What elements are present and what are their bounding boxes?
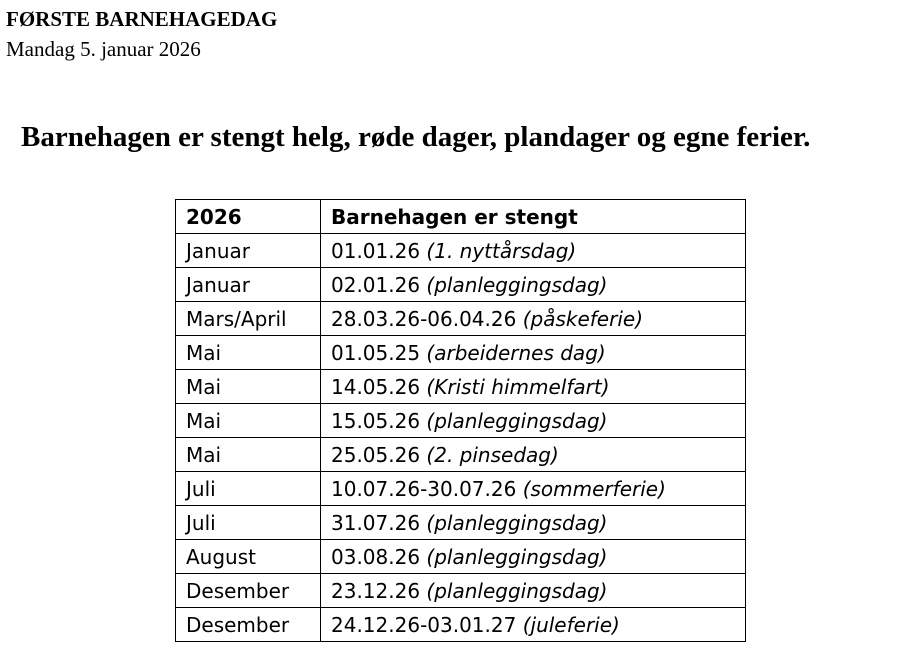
- month-cell: Juli: [176, 506, 321, 540]
- table-row: [176, 302, 746, 336]
- table-row: [176, 268, 746, 302]
- dates-text: 31.07.26: [331, 510, 421, 535]
- dates-text: 23.12.26: [331, 578, 421, 603]
- closed-dates-cell: [321, 234, 746, 268]
- reason-text: (planleggingsdag): [426, 408, 608, 433]
- closing-days-table: [175, 199, 746, 642]
- dates-text: 24.12.26-03.01.27: [331, 612, 517, 637]
- reason-text: (juleferie): [522, 612, 620, 637]
- closed-dates-cell: [321, 404, 746, 438]
- table-row: [176, 370, 746, 404]
- month-cell: Mai: [176, 438, 321, 472]
- dates-text: 03.08.26: [331, 544, 421, 569]
- month-cell: Januar: [176, 234, 321, 268]
- closed-dates-cell: [321, 336, 746, 370]
- table-header-row: [176, 200, 746, 234]
- dates-text: 10.07.26-30.07.26: [331, 476, 517, 501]
- table-row: [176, 540, 746, 574]
- month-cell: Desember: [176, 574, 321, 608]
- document-title: FØRSTE BARNEHAGEDAG: [6, 7, 278, 31]
- table-row: [176, 438, 746, 472]
- closed-dates-cell: [321, 472, 746, 506]
- table-row: [176, 608, 746, 642]
- month-cell: Mai: [176, 336, 321, 370]
- table-row: [176, 404, 746, 438]
- closed-dates-cell: [321, 438, 746, 472]
- closed-dates-cell: [321, 302, 746, 336]
- month-cell: Juli: [176, 472, 321, 506]
- document-date: Mandag 5. januar 2026: [6, 37, 201, 61]
- reason-text: (2. pinsedag): [426, 442, 559, 467]
- table-row: [176, 472, 746, 506]
- reason-text: (planleggingsdag): [426, 544, 608, 569]
- closed-dates-cell: [321, 574, 746, 608]
- closed-dates-cell: [321, 608, 746, 642]
- month-cell: August: [176, 540, 321, 574]
- table-row: [176, 574, 746, 608]
- month-cell: Mai: [176, 370, 321, 404]
- reason-text: (planleggingsdag): [426, 578, 608, 603]
- reason-text: (arbeidernes dag): [426, 340, 606, 365]
- month-cell: Januar: [176, 268, 321, 302]
- reason-text: (sommerferie): [522, 476, 666, 501]
- month-cell: Mai: [176, 404, 321, 438]
- table-row: [176, 336, 746, 370]
- page-heading: Barnehagen er stengt helg, røde dager, plandager og egne ferier.: [21, 121, 811, 153]
- reason-text: (planleggingsdag): [426, 272, 608, 297]
- dates-text: 02.01.26: [331, 272, 421, 297]
- reason-text: (planleggingsdag): [426, 510, 608, 535]
- table-row: [176, 506, 746, 540]
- dates-text: 25.05.26: [331, 442, 421, 467]
- dates-text: 14.05.26: [331, 374, 421, 399]
- dates-text: 28.03.26-06.04.26: [331, 306, 517, 331]
- column-header-year: 2026: [176, 200, 321, 234]
- table-row: [176, 234, 746, 268]
- dates-text: 01.05.25: [331, 340, 421, 365]
- reason-text: (Kristi himmelfart): [426, 374, 610, 399]
- month-cell: Desember: [176, 608, 321, 642]
- dates-text: 15.05.26: [331, 408, 421, 433]
- month-cell: Mars/April: [176, 302, 321, 336]
- column-header-closed: Barnehagen er stengt: [321, 200, 746, 234]
- closed-dates-cell: [321, 506, 746, 540]
- closed-dates-cell: [321, 370, 746, 404]
- reason-text: (påskeferie): [522, 306, 643, 331]
- closed-dates-cell: [321, 268, 746, 302]
- closed-dates-cell: [321, 540, 746, 574]
- reason-text: (1. nyttårsdag): [426, 238, 577, 263]
- dates-text: 01.01.26: [331, 238, 421, 263]
